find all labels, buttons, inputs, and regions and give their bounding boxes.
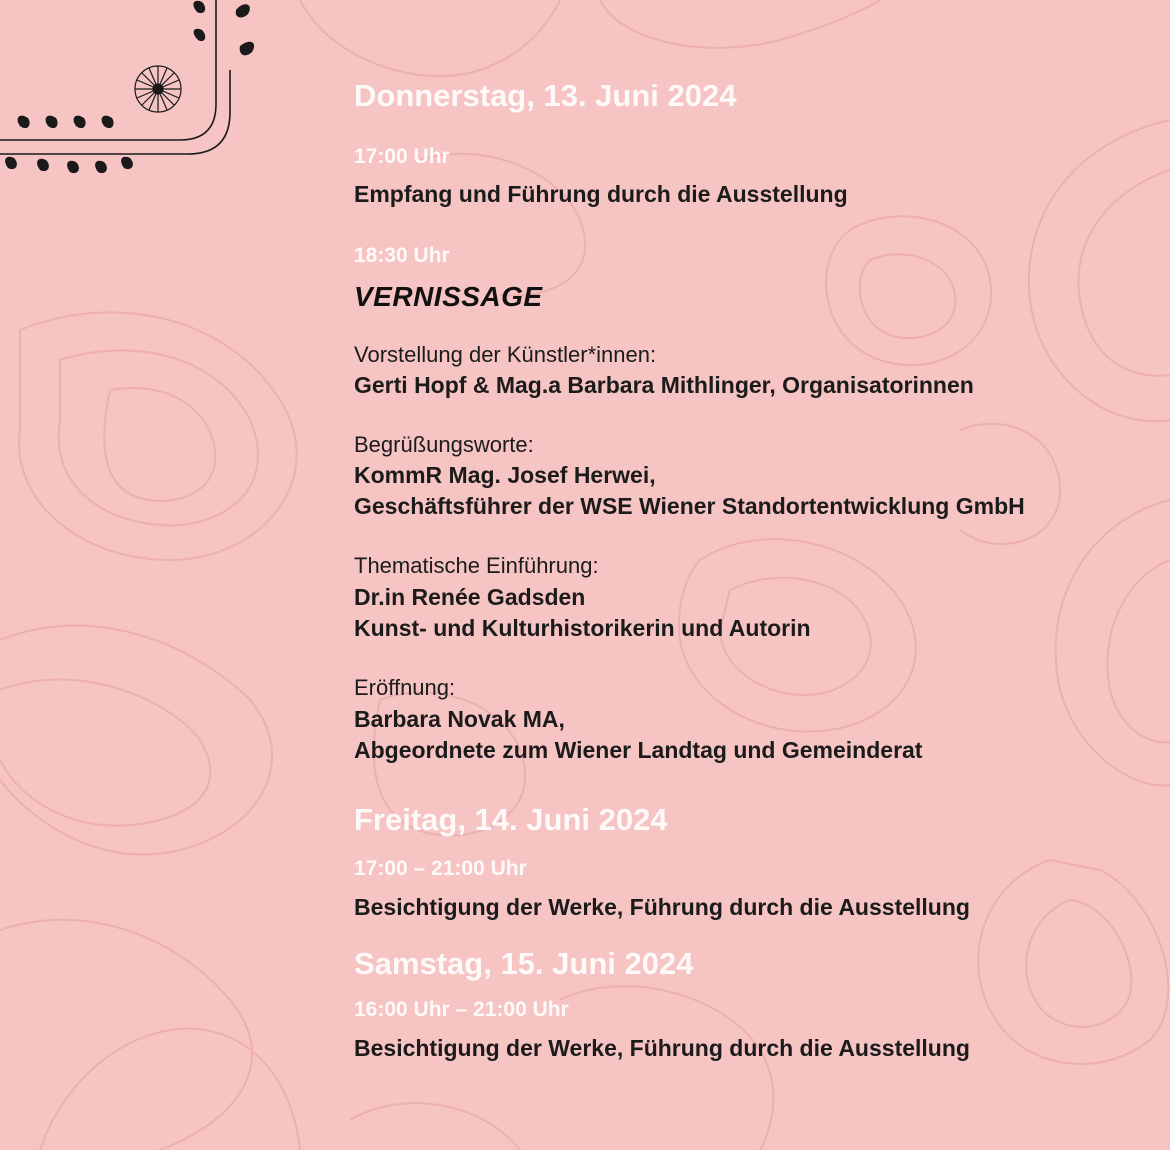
day-1-entry-2-time: 18:30 Uhr (354, 244, 450, 267)
floral-corner-ornament-icon (0, 0, 260, 190)
block-3-label: Thematische Einführung: (354, 553, 599, 578)
block-4-label: Eröffnung: (354, 675, 456, 700)
day-2-entry-1-text: Besichtigung der Werke, Führung durch die Ausstellung (354, 894, 970, 920)
block-1-label: Vorstellung der Künstler*innen: (354, 342, 657, 367)
block-4-line-1: Barbara Novak MA, (354, 706, 565, 732)
day-1-date: Donnerstag, 13. Juni 2024 (354, 78, 737, 113)
day-1-entry-1-time: 17:00 Uhr (354, 145, 450, 168)
block-1-line-1: Gerti Hopf & Mag.a Barbara Mithlinger, Organisatorinnen (354, 372, 974, 398)
block-3-line-2: Kunst- und Kulturhistorikerin und Autorin (354, 615, 811, 641)
block-2-label: Begrüßungsworte: (354, 432, 534, 457)
block-4-line-2: Abgeordnete zum Wiener Landtag und Gemeinderat (354, 737, 923, 763)
block-2-line-1: KommR Mag. Josef Herwei, (354, 462, 656, 488)
day-1-entry-1-text: Empfang und Führung durch die Ausstellung (354, 181, 848, 207)
vernissage-title: VERNISSAGE (354, 281, 543, 312)
day-3-date: Samstag, 15. Juni 2024 (354, 946, 694, 981)
day-2-entry-1-time: 17:00 – 21:00 Uhr (354, 857, 527, 880)
day-2-date: Freitag, 14. Juni 2024 (354, 802, 668, 837)
block-2-line-2: Geschäftsführer der WSE Wiener Standortentwicklung GmbH (354, 493, 1025, 519)
day-3-entry-1-time: 16:00 Uhr – 21:00 Uhr (354, 998, 569, 1021)
day-3-entry-1-text: Besichtigung der Werke, Führung durch die Ausstellung (354, 1035, 970, 1061)
block-3-line-1: Dr.in Renée Gadsden (354, 584, 586, 610)
